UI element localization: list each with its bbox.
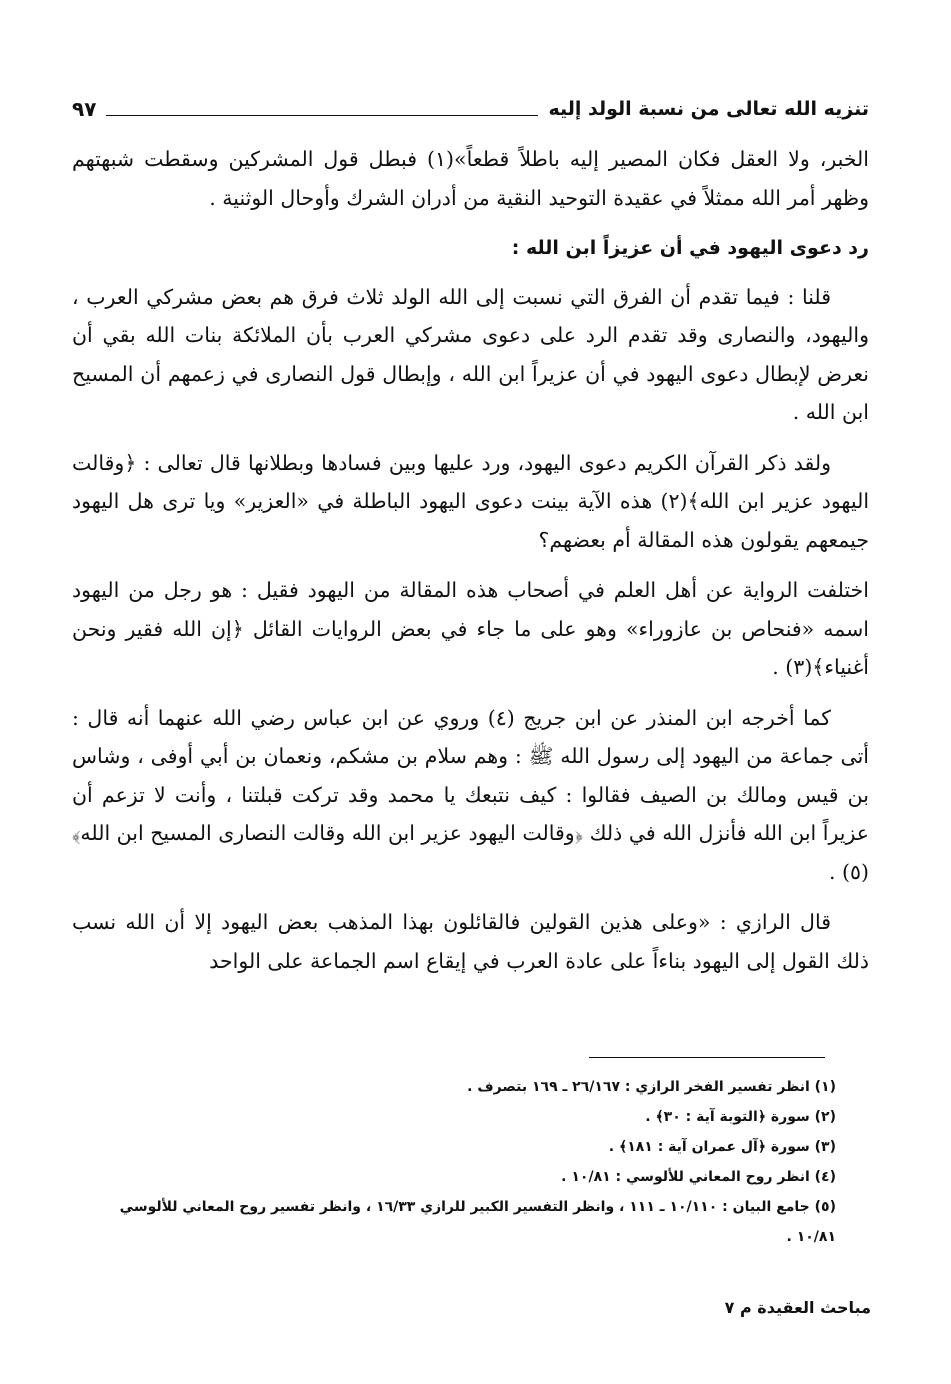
footnote: (٣) سورة ﴿آل عمران آية : ١٨١﴾ . xyxy=(608,1139,836,1155)
paragraph: قلنا : فيما تقدم أن الفرق التي نسبت إلى الله الولد ثلاث فرق هم بعض مشركي العرب ، واليهود، والنصارى وقد تقدم الرد على دعوى مشركي العرب بأن الملائكة بنات الله بقي أن نعرض لإبطال دعوى اليهود في أن عزيراً ابن الله ، وإبطال قول النصارى في زعمهم أن المسيح ابن الله . xyxy=(72,284,869,424)
running-header xyxy=(72,92,869,126)
paragraph: الخبر، ولا العقل فكان المصير إليه باطلاً قطعاً»(١) فبطل قول المشركين وسقطت شبهتهم وظهر أمر الله ممثلاً في عقيدة التوحيد النقية من أدران الشرك وأوحال الوثنية . xyxy=(72,147,869,210)
paragraph: كما أخرجه ابن المنذر عن ابن جريج (٤) وروي عن ابن عباس رضي الله عنهما أنه قال : أتى جماعة من اليهود إلى رسول الله ﷺ : وهم سلام بن مشكم، ونعمان بن أبي أوفى ، وشاس بن قيس ومالك بن الصيف فقالوا : كيف نتبعك يا محمد وقد تركت قبلتنا ، وأنت لا تزعم أن عزيراً ابن الله فأنزل الله في ذلك ﴿وقالت اليهود عزير ابن الله وقالت النصارى المسيح ابن الله﴾(٥) . xyxy=(72,705,869,884)
header-rule xyxy=(106,103,538,116)
footnote: (١) انظر تفسير الفخر الرازي : ٢٦/١٦٧ ـ ١٦٩ بتصرف . xyxy=(467,1079,836,1095)
paragraph: اختلفت الرواية عن أهل العلم في أصحاب هذه المقالة من اليهود فقيل : هو رجل من اليهود اسمه «فنحاص بن عازوراء» وهو على ما جاء في بعض الروايات القائل ﴿إن الله فقير ونحن أغنياء﴾(٣) . xyxy=(72,578,869,679)
paragraph: ولقد ذكر القرآن الكريم دعوى اليهود، ورد عليها وبين فسادها وبطلانها قال تعالى : ﴿وقالت اليهود عزير ابن الله﴾(٢) هذه الآية بينت دعوى اليهود الباطلة في «العزير» ويا ترى هل اليهود جيمعهم يقولون هذه المقالة أم بعضهم؟ xyxy=(72,450,870,552)
footnote: (٤) انظر روح المعاني للألوسي : ١٠/٨١ . xyxy=(561,1169,836,1185)
body-text xyxy=(72,140,869,992)
page-number: ٩٧ xyxy=(72,97,97,121)
footnote-separator xyxy=(589,1057,825,1058)
header-title: تنزيه الله تعالى من نسبة الولد إليه xyxy=(548,98,869,120)
section-heading: رد دعوى اليهود في أن عزيزاً ابن الله : xyxy=(511,237,869,259)
paragraph: قال الرازي : «وعلى هذين القولين فالقائلون بهذا المذهب بعض اليهود إلا أن الله نسب ذلك القول إلى اليهود بناءاً على عادة العرب في إيقاع اسم الجماعة على الواحد xyxy=(72,910,869,973)
footnotes xyxy=(80,1072,836,1252)
footnote: (٥) جامع البيان : ١٠/١١٠ ـ ١١١ ، وانظر التفسير الكبير للرازي ١٦/٣٣ ، وانظر تفسير روح المعاني للألوسي ١٠/٨١ . xyxy=(119,1199,836,1245)
book-signature: مباحث العقيدة م ٧ xyxy=(724,1298,871,1317)
footnote: (٢) سورة ﴿التوبة آية : ٣٠﴾ . xyxy=(645,1109,836,1125)
